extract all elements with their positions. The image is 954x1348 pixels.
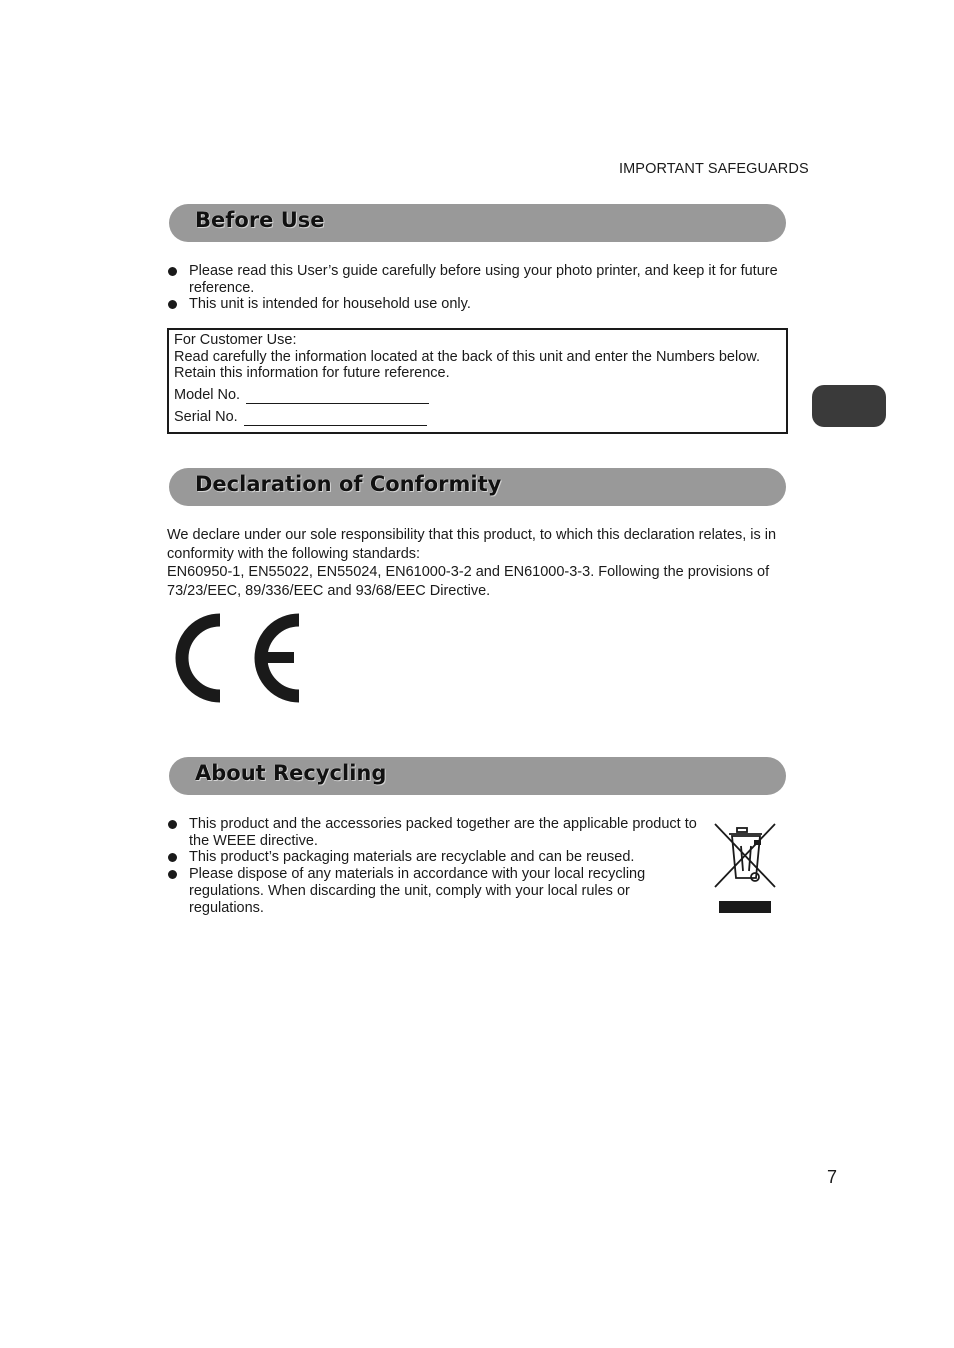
section-title: Declaration of Conformity — [195, 472, 502, 496]
ce-mark-icon — [172, 610, 308, 708]
bullet-icon — [168, 300, 177, 309]
customer-box-line: Read carefully the information located at the back of this unit and enter the Numbers below. — [174, 348, 760, 365]
model-number-label: Model No. — [174, 387, 241, 403]
serial-number-label: Serial No. — [174, 409, 238, 425]
chapter-tab — [812, 385, 886, 427]
bullet-icon — [168, 870, 177, 879]
list-item: Please read this User’s guide carefully before using your photo printer, and keep it for future reference. — [168, 263, 788, 296]
bullet-icon — [168, 820, 177, 829]
before-use-list — [168, 263, 788, 313]
section-title: Before Use — [195, 208, 325, 232]
customer-box-heading: For Customer Use: — [174, 332, 297, 348]
list-item: This product and the accessories packed together are the applicable product to the WEEE directive. — [168, 816, 698, 849]
section-title: About Recycling — [195, 761, 387, 785]
section-bar-before-use — [169, 204, 786, 242]
standards-text: EN60950-1, EN55022, EN55024, EN61000-3-2 and EN61000-3-3. Following the provisions of 73/23/EEC, 89/336/EEC and 93/68/EEC Directive. — [167, 564, 770, 599]
model-number-field[interactable] — [174, 387, 429, 404]
weee-crossed-bin-icon — [712, 821, 778, 917]
list-item: Please dispose of any materials in accordance with your local recycling regulations. When discarding the unit, comply with your local rules or regulations. — [168, 866, 698, 916]
running-header: IMPORTANT SAFEGUARDS — [619, 161, 809, 177]
customer-use-box — [167, 328, 788, 434]
declaration-paragraph: We declare under our sole responsibility that this product, to which this declaration relates, is in conformity with the following standards: EN60950-1, EN55022, EN55024, EN61000-3-2 and EN61000-3-3. Following the provisions of 73/23/EEC, 89/336/EEC and 93/68/EEC Directive. — [167, 526, 789, 600]
bullet-icon — [168, 267, 177, 276]
list-item: This unit is intended for household use only. — [168, 296, 788, 313]
bullet-icon — [168, 853, 177, 862]
list-item: This product’s packaging materials are recyclable and can be reused. — [168, 849, 698, 866]
recycling-list — [168, 816, 698, 916]
page-number: 7 — [827, 1167, 838, 1187]
section-bar-declaration — [169, 468, 786, 506]
serial-number-line[interactable] — [244, 411, 427, 426]
customer-box-line: Retain this information for future reference. — [174, 365, 450, 381]
section-bar-recycling — [169, 757, 786, 795]
serial-number-field[interactable] — [174, 409, 427, 426]
model-number-line[interactable] — [246, 389, 429, 404]
